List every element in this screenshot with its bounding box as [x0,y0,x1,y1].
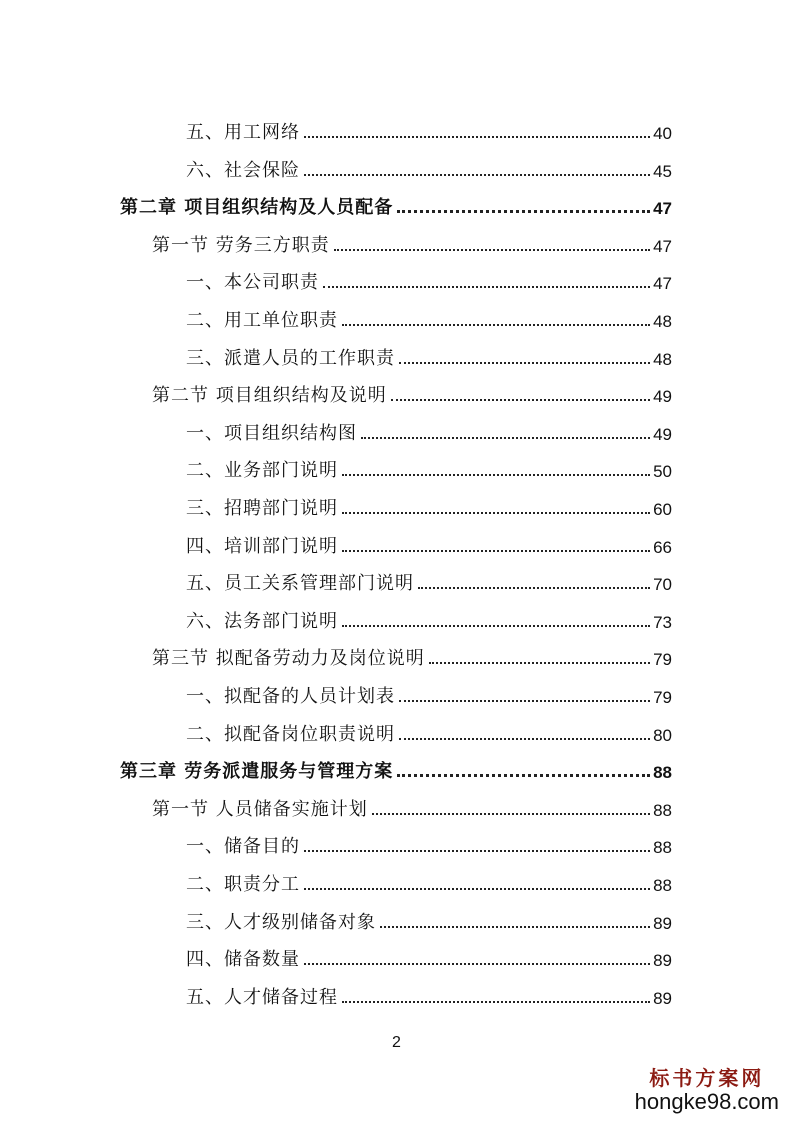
toc-entry-page: 47 [653,274,672,294]
toc-chapter-entry[interactable] [120,189,672,219]
toc-entry-label: 一、项目组织结构图 [186,422,357,444]
toc-subsection-entry[interactable] [186,528,672,558]
toc-entry-label: 六、法务部门说明 [186,610,338,632]
toc-dot-leader [304,963,650,965]
toc-dot-leader [380,926,650,928]
toc-dot-leader [323,286,650,288]
toc-entry-page: 50 [653,462,672,482]
toc-entry-label: 六、社会保险 [186,159,300,181]
toc-dot-leader [342,550,650,552]
toc-dot-leader [342,625,650,627]
toc-section-entry[interactable] [152,791,672,821]
toc-entry-page: 47 [653,236,672,256]
toc-subsection-entry[interactable] [186,678,672,708]
toc-entry-label: 一、本公司职责 [186,272,319,294]
toc-entry-page: 49 [653,424,672,444]
toc-entry-page: 73 [653,612,672,632]
toc-dot-leader [304,850,650,852]
toc-subsection-entry[interactable] [186,152,672,182]
watermark-chinese: 标书方案网 [649,1066,765,1090]
toc-entry-label: 第二章 项目组织结构及人员配备 [120,197,394,219]
toc-entry-label: 五、人才储备过程 [186,986,338,1008]
toc-entry-page: 66 [653,537,672,557]
toc-entry-label: 二、拟配备岗位职责说明 [186,723,395,745]
toc-dot-leader [391,399,650,401]
toc-subsection-entry[interactable] [186,452,672,482]
toc-entry-page: 88 [653,838,672,858]
toc-dot-leader [342,324,650,326]
toc-entry-label: 三、人才级别储备对象 [186,911,376,933]
toc-entry-page: 48 [653,312,672,331]
toc-subsection-entry[interactable] [186,828,672,858]
toc-subsection-entry[interactable] [186,415,672,445]
toc-dot-leader [418,587,650,589]
toc-dot-leader [372,813,650,815]
toc-dot-leader [342,512,650,514]
toc-chapter-entry[interactable] [120,753,672,783]
toc-subsection-entry[interactable] [186,603,672,633]
toc-dot-leader [304,174,650,176]
toc-entry-page: 47 [653,199,672,219]
toc-entry-label: 第三节 拟配备劳动力及岗位说明 [152,648,425,670]
toc-entry-label: 第一节 劳务三方职责 [152,234,330,256]
toc-subsection-entry[interactable] [186,979,672,1009]
toc-dot-leader [399,362,650,364]
toc-entry-label: 五、员工关系管理部门说明 [186,573,414,595]
toc-dot-leader [304,888,650,890]
toc-entry-page: 88 [653,800,672,820]
toc-entry-label: 一、拟配备的人员计划表 [186,686,395,707]
page-number: 2 [392,1034,401,1051]
toc-subsection-entry[interactable] [186,941,672,971]
toc-subsection-entry[interactable] [186,490,672,520]
toc-entry-page: 89 [653,988,672,1008]
toc-entry-label: 第二节 项目组织结构及说明 [152,385,387,407]
toc-entry-label: 二、职责分工 [186,874,300,895]
toc-dot-leader [429,662,650,664]
toc-subsection-entry[interactable] [186,264,672,294]
toc-entry-label: 五、用工网络 [186,122,300,143]
toc-dot-leader [399,738,650,740]
toc-subsection-entry[interactable] [186,866,672,896]
toc-section-entry[interactable] [152,640,672,670]
toc-dot-leader [304,136,650,138]
toc-entry-page: 70 [653,575,672,595]
toc-dot-leader [399,700,650,702]
toc-dot-leader [397,210,650,213]
toc-subsection-entry[interactable] [186,565,672,595]
toc-entry-page: 88 [653,763,672,783]
toc-entry-page: 60 [653,500,672,519]
toc-section-entry[interactable] [152,227,672,257]
toc-dot-leader [342,1001,650,1003]
toc-entry-page: 89 [653,951,672,971]
toc-entry-page: 49 [653,387,672,407]
toc-entry-page: 45 [653,161,672,181]
toc-dot-leader [334,249,650,251]
toc-entry-label: 二、业务部门说明 [186,460,338,482]
toc-subsection-entry[interactable] [186,302,672,332]
toc-entry-page: 89 [653,913,672,933]
toc-entry-label: 三、招聘部门说明 [186,498,338,519]
toc-subsection-entry[interactable] [186,904,672,934]
toc-entry-label: 第一节 人员储备实施计划 [152,798,368,820]
toc-section-entry[interactable] [152,377,672,407]
toc-dot-leader [342,474,650,476]
toc-entry-page: 48 [653,349,672,369]
toc-subsection-entry[interactable] [186,340,672,370]
toc-entry-label: 二、用工单位职责 [186,310,338,331]
toc-subsection-entry[interactable] [186,114,672,144]
toc-subsection-entry[interactable] [186,716,672,746]
toc-entry-page: 80 [653,725,672,745]
watermark-url: hongke98.com [634,1089,779,1114]
toc-entry-label: 三、派遣人员的工作职责 [186,347,395,369]
toc-dot-leader [397,774,650,777]
toc-entry-label: 四、储备数量 [186,949,300,971]
toc-entry-page: 79 [653,650,672,670]
toc-entry-label: 一、储备目的 [186,836,300,858]
toc-entry-page: 40 [653,124,672,143]
watermark-logo [635,1066,779,1114]
toc-entry-label: 第三章 劳务派遣服务与管理方案 [120,761,394,783]
toc-entry-page: 79 [653,688,672,707]
toc-entry-page: 88 [653,876,672,895]
toc-dot-leader [361,437,650,439]
toc-entry-label: 四、培训部门说明 [186,535,338,557]
